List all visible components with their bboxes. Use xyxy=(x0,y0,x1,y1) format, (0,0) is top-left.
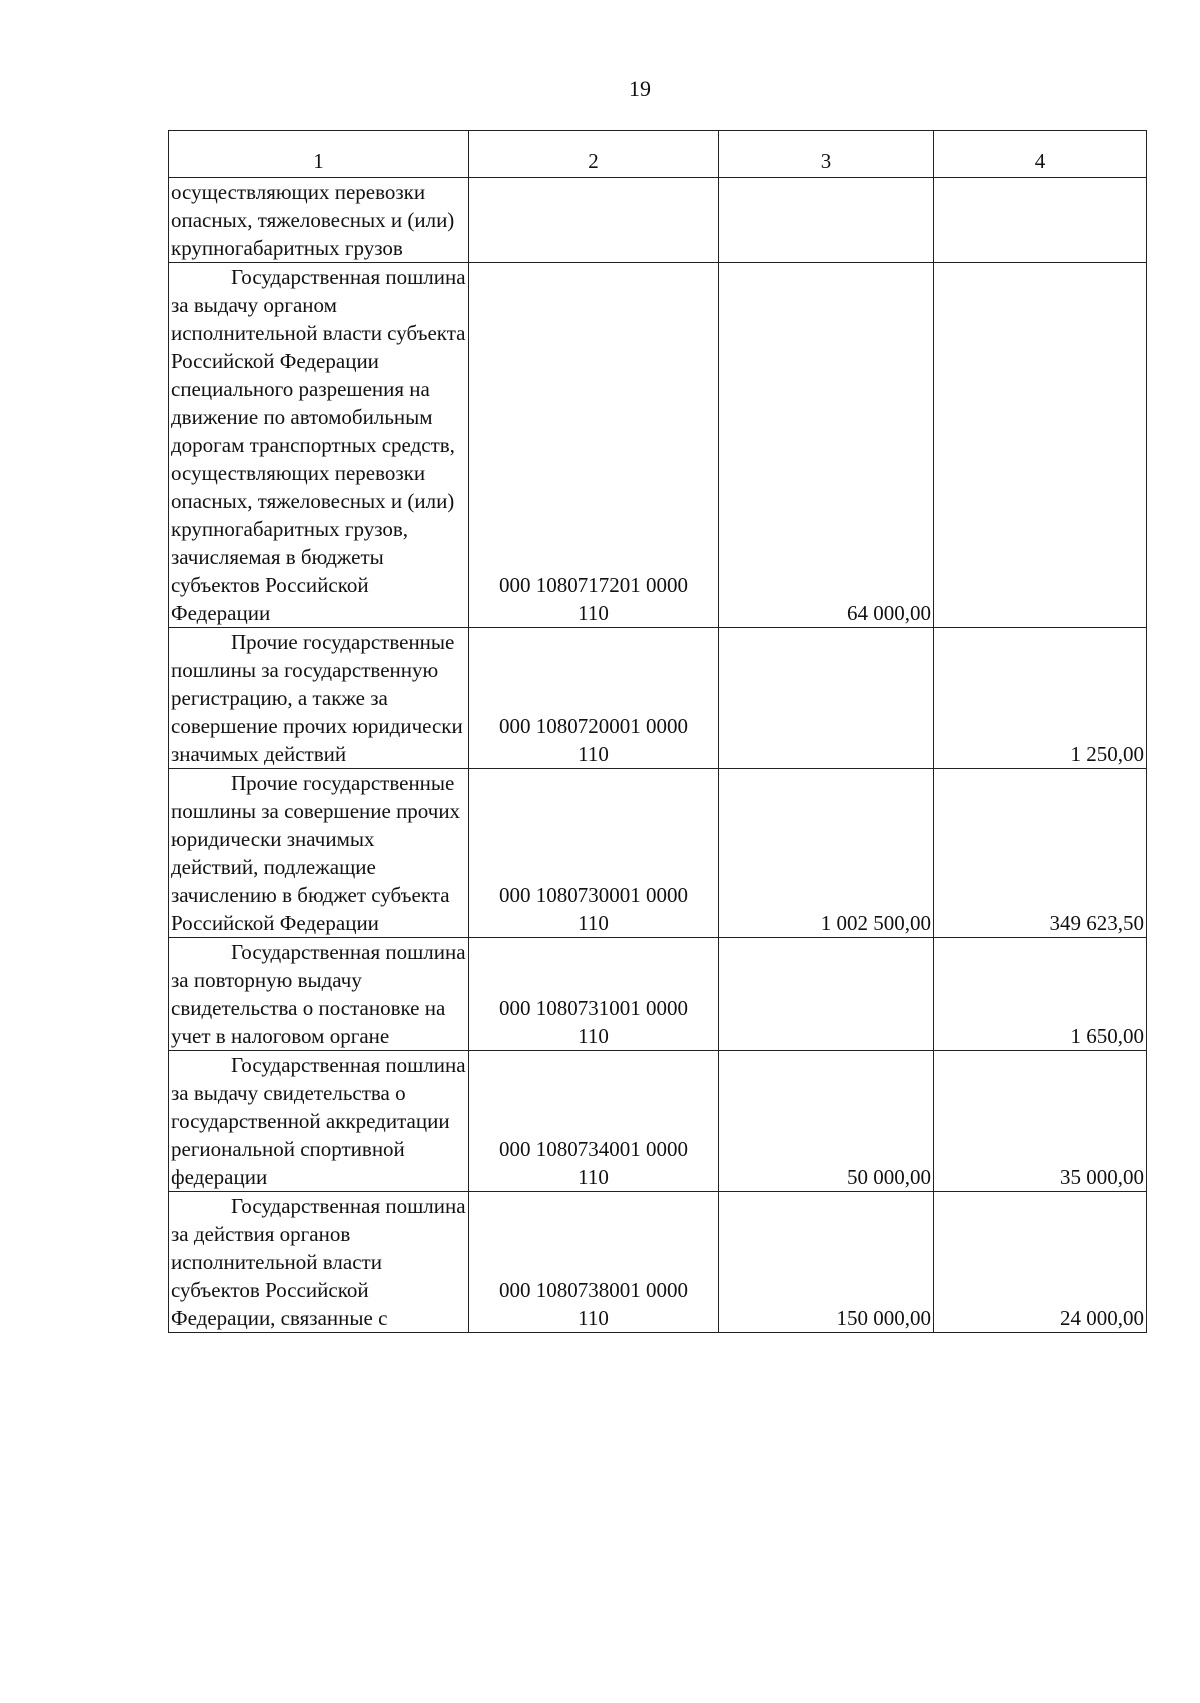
row-code xyxy=(469,1051,719,1192)
row-name xyxy=(169,1192,469,1333)
row-name-text: Прочие государственные пошлины за государственную регистрацию, а также за совершение прочих юридически значимых действий xyxy=(171,630,463,766)
row-name xyxy=(169,769,469,938)
row-name xyxy=(169,263,469,628)
header-col-1: 1 xyxy=(169,131,469,178)
table-row xyxy=(169,178,1147,263)
row-name-text: Государственная пошлина за выдачу свидетельства о государственной аккредитации региональной спортивной федерации xyxy=(171,1053,466,1189)
row-name xyxy=(169,1051,469,1192)
row-name-text: Государственная пошлина за действия органов исполнительной власти субъектов Российской Федерации, связанные с xyxy=(171,1194,466,1330)
row-col3-value xyxy=(719,938,934,1051)
header-col-2: 2 xyxy=(469,131,719,178)
row-col4-value: 1 250,00 xyxy=(934,628,1147,769)
row-col3-value: 1 002 500,00 xyxy=(719,769,934,938)
row-col3-value: 150 000,00 xyxy=(719,1192,934,1333)
row-col4-value: 349 623,50 xyxy=(934,769,1147,938)
row-code xyxy=(469,1192,719,1333)
table-row xyxy=(169,1051,1147,1192)
row-code-line1: 000 1080730001 0000 xyxy=(499,883,688,907)
row-code-line2: 110 xyxy=(578,1165,609,1189)
row-name xyxy=(169,628,469,769)
row-code-line2: 110 xyxy=(578,911,609,935)
row-name-text: Государственная пошлина за повторную выдачу свидетельства о постановке на учет в налоговом органе xyxy=(171,940,466,1048)
row-name-text: Прочие государственные пошлины за совершение прочих юридически значимых действий, подлежащие зачислению в бюджет субъекта Российской Федерации xyxy=(171,771,461,935)
row-name xyxy=(169,938,469,1051)
budget-table xyxy=(168,130,1147,1333)
row-name xyxy=(169,178,469,263)
row-col4-value xyxy=(934,178,1147,263)
row-col3-value: 64 000,00 xyxy=(719,263,934,628)
page-number: 19 xyxy=(629,76,651,101)
table-row xyxy=(169,938,1147,1051)
row-code-line2: 110 xyxy=(578,1024,609,1048)
row-col4-value xyxy=(934,263,1147,628)
row-col4-value: 1 650,00 xyxy=(934,938,1147,1051)
row-code-line1: 000 1080734001 0000 xyxy=(499,1137,688,1161)
row-code xyxy=(469,263,719,628)
row-code xyxy=(469,769,719,938)
row-code-line2: 110 xyxy=(578,1306,609,1330)
row-code xyxy=(469,178,719,263)
table-row xyxy=(169,769,1147,938)
row-name-text: Государственная пошлина за выдачу органом исполнительной власти субъекта Российской Федерации специального разрешения на движение по автомобильным дорогам транспортных средств, осуществляющих перевозки опасных, тяжеловесных и (или) крупногабаритных грузов, зачисляемая в бюджеты субъектов Российской Федерации xyxy=(171,265,466,625)
row-code xyxy=(469,938,719,1051)
row-col3-value xyxy=(719,628,934,769)
header-col-4: 4 xyxy=(934,131,1147,178)
table-row xyxy=(169,1192,1147,1333)
table-row xyxy=(169,263,1147,628)
row-col3-value: 50 000,00 xyxy=(719,1051,934,1192)
row-code-line1: 000 1080738001 0000 xyxy=(499,1278,688,1302)
row-code xyxy=(469,628,719,769)
row-col4-value: 35 000,00 xyxy=(934,1051,1147,1192)
row-code-line1: 000 1080720001 0000 xyxy=(499,714,688,738)
row-col3-value xyxy=(719,178,934,263)
row-col4-value: 24 000,00 xyxy=(934,1192,1147,1333)
row-code-line2: 110 xyxy=(578,601,609,625)
row-code-line1: 000 1080717201 0000 xyxy=(499,573,688,597)
header-col-3: 3 xyxy=(719,131,934,178)
row-code-line2: 110 xyxy=(578,742,609,766)
table-row xyxy=(169,628,1147,769)
row-name-text: осуществляющих перевозки опасных, тяжеловесных и (или) крупногабаритных грузов xyxy=(171,180,455,260)
row-code-line1: 000 1080731001 0000 xyxy=(499,996,688,1020)
header-row xyxy=(169,131,1147,178)
